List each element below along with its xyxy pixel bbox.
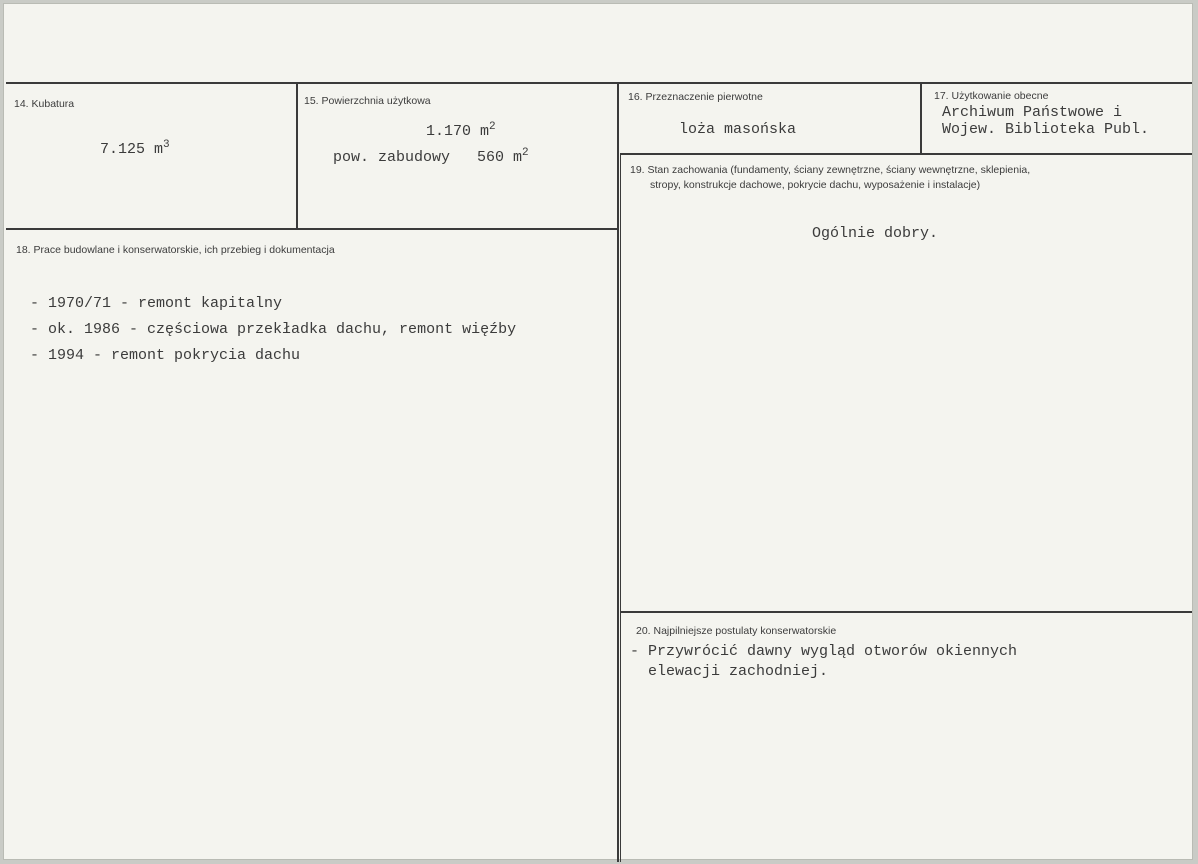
prace-item: - 1994 - remont pokrycia dachu <box>30 347 301 364</box>
stan-value: Ogólnie dobry. <box>812 225 939 242</box>
postulaty-label: 20. Najpilniejsze postulaty konserwatorskie <box>636 625 837 637</box>
divider-left-right <box>617 82 619 862</box>
kubatura-value: 7.125 $m^3$ <box>100 139 170 158</box>
powierzchnia-zabudowy-value: pow. zabudowy 560 $m^2$ <box>333 147 529 166</box>
stan-label-line-1: 19. Stan zachowania (fundamenty, ściany zewnętrzne, ściany wewnętrzne, sklepienia, <box>630 164 1031 176</box>
powierzchnia-value: 1.170 $m^2$ <box>426 121 496 140</box>
rule-under-row1-right <box>620 153 1192 155</box>
rule-under-row1-left <box>6 228 618 230</box>
kubatura-label: 14. Kubatura <box>14 98 75 110</box>
uzytkowanie-line-2: Wojew. Biblioteka Publ. <box>942 121 1150 138</box>
postulaty-line-1: - Przywrócić dawny wygląd otworów okiennych <box>630 643 1018 660</box>
rule-above-f20 <box>620 611 1192 613</box>
stan-label-line-2: stropy, konstrukcje dachowe, pokrycie dachu, wyposażenie i instalacje) <box>650 179 981 191</box>
przeznaczenie-label: 16. Przeznaczenie pierwotne <box>628 91 763 103</box>
prace-item: - 1970/71 - remont kapitalny <box>30 295 283 312</box>
divider-right-inner <box>620 153 621 862</box>
przeznaczenie-value: loża masońska <box>679 121 797 138</box>
prace-item: - ok. 1986 - częściowa przekładka dachu, remont więźby <box>30 321 517 338</box>
postulaty-line-2: elewacji zachodniej. <box>648 663 829 680</box>
uzytkowanie-line-1: Archiwum Państwowe i <box>942 104 1123 121</box>
divider-f16-f17 <box>920 82 922 155</box>
top-rule <box>6 82 1192 84</box>
divider-f14-f15 <box>296 82 298 230</box>
uzytkowanie-label: 17. Użytkowanie obecne <box>934 90 1049 102</box>
powierzchnia-label: 15. Powierzchnia użytkowa <box>304 95 431 107</box>
prace-label: 18. Prace budowlane i konserwatorskie, ich przebieg i dokumentacja <box>16 244 335 256</box>
